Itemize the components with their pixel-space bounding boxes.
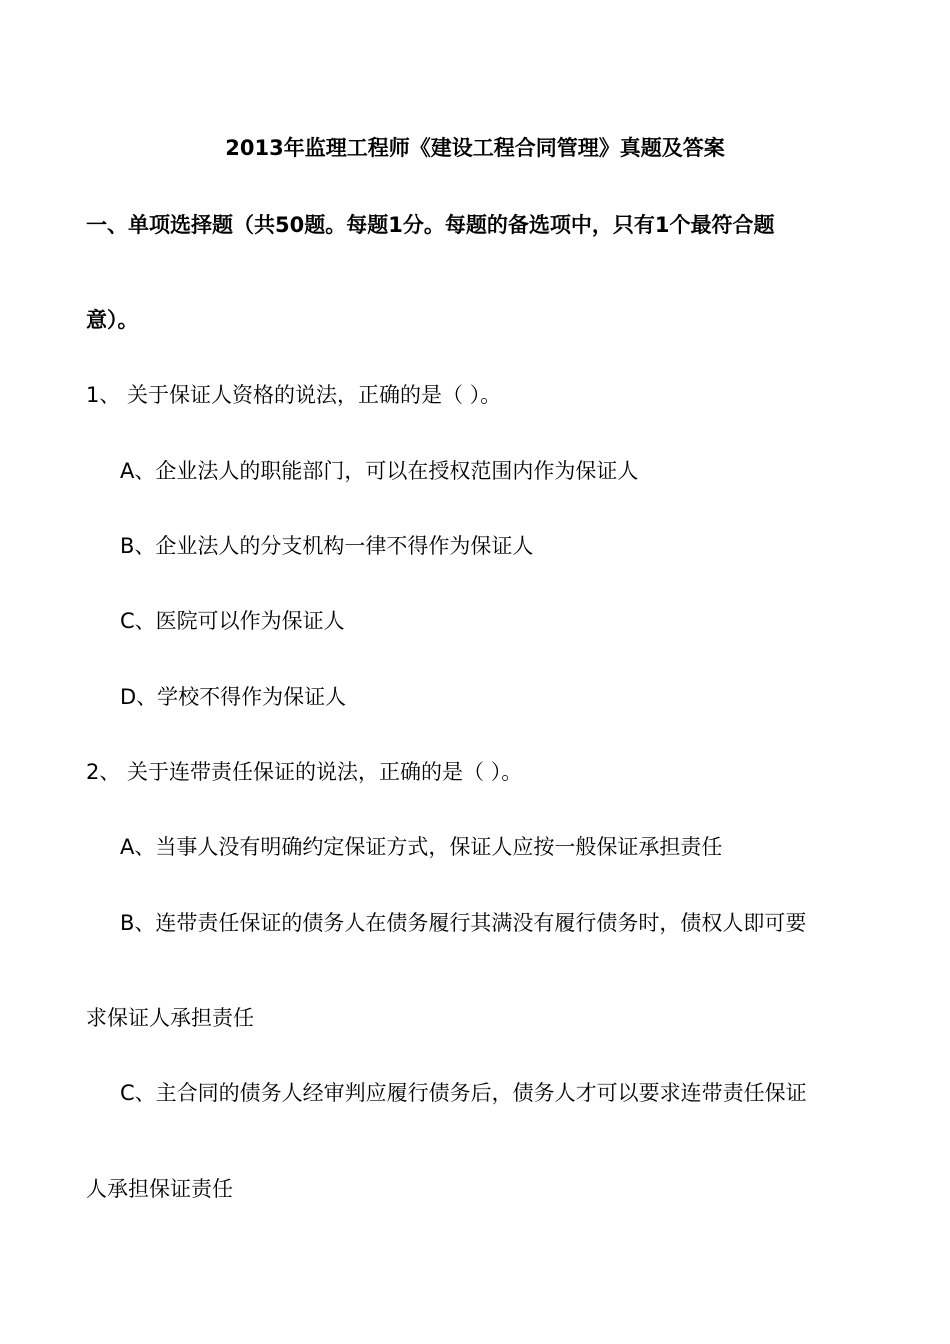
option-a: A、企业法人的职能部门，可以在授权范围内作为保证人	[120, 459, 639, 483]
section-heading-line-1: 一、单项选择题（共50题。每题1分。每题的备选项中，只有1个最符合题	[86, 213, 775, 237]
option-b: B、企业法人的分支机构一律不得作为保证人	[120, 534, 534, 558]
option-b: B、连带责任保证的债务人在债务履行其满没有履行债务时，债权人即可要	[120, 911, 807, 935]
option-c-continuation: 人承担保证责任	[86, 1177, 233, 1201]
option-c: C、医院可以作为保证人	[120, 609, 345, 633]
option-a: A、当事人没有明确约定保证方式，保证人应按一般保证承担责任	[120, 835, 723, 859]
option-b-continuation: 求保证人承担责任	[86, 1006, 254, 1030]
document-title: 2013年监理工程师《建设工程合同管理》真题及答案	[225, 136, 725, 160]
question-stem: 1、 关于保证人资格的说法，正确的是（ ）。	[86, 383, 502, 407]
option-d: D、学校不得作为保证人	[120, 685, 347, 709]
option-c: C、主合同的债务人经审判应履行债务后，债务人才可以要求连带责任保证	[120, 1081, 807, 1105]
section-heading-line-2: 意）。	[86, 308, 139, 332]
question-stem: 2、 关于连带责任保证的说法，正确的是（ ）。	[86, 760, 523, 784]
